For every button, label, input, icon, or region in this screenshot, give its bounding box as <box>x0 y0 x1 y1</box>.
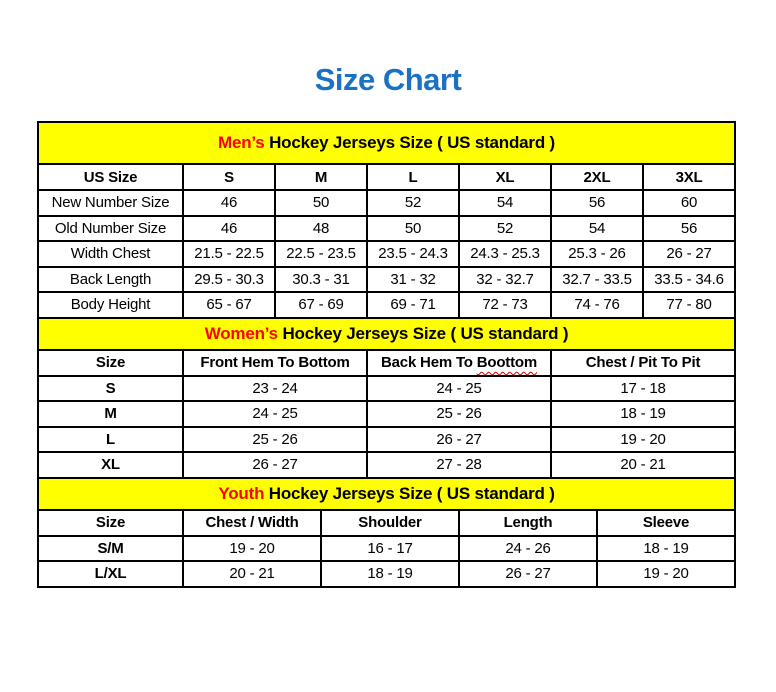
row-label: S/M <box>38 536 183 562</box>
value-cell: 56 <box>643 216 735 242</box>
value-cell: 20 - 21 <box>551 452 735 478</box>
value-cell: 20 - 21 <box>183 561 321 587</box>
misspelled-word: Boottom <box>476 354 537 371</box>
youth-size-table <box>37 477 736 588</box>
value-cell: 33.5 - 34.6 <box>643 267 735 293</box>
row-label: Width Chest <box>38 241 183 267</box>
table-row <box>38 267 735 293</box>
column-header: XL <box>459 164 551 190</box>
value-cell: 26 - 27 <box>643 241 735 267</box>
womens-section-heading <box>38 318 735 350</box>
value-cell: 31 - 32 <box>367 267 459 293</box>
value-cell: 24 - 25 <box>183 401 367 427</box>
value-cell: 22.5 - 23.5 <box>275 241 367 267</box>
youth-header-row <box>38 510 735 536</box>
column-header-text: Back Hem To <box>381 354 477 371</box>
value-cell: 30.3 - 31 <box>275 267 367 293</box>
womens-size-table <box>37 317 736 479</box>
value-cell: 26 - 27 <box>183 452 367 478</box>
row-label: M <box>38 401 183 427</box>
table-row <box>38 241 735 267</box>
womens-header-row <box>38 350 735 376</box>
value-cell: 52 <box>459 216 551 242</box>
column-header: Size <box>38 510 183 536</box>
womens-heading-rest: Hockey Jerseys Size ( US standard ) <box>277 323 569 343</box>
row-label: XL <box>38 452 183 478</box>
row-label: L <box>38 427 183 453</box>
table-row <box>38 292 735 318</box>
column-header: Length <box>459 510 597 536</box>
value-cell: 32 - 32.7 <box>459 267 551 293</box>
value-cell: 16 - 17 <box>321 536 459 562</box>
row-label: Old Number Size <box>38 216 183 242</box>
column-header: US Size <box>38 164 183 190</box>
page-title: Size Chart <box>314 62 462 97</box>
value-cell: 19 - 20 <box>183 536 321 562</box>
value-cell: 56 <box>551 190 643 216</box>
column-header <box>367 350 551 376</box>
column-header: Shoulder <box>321 510 459 536</box>
value-cell: 72 - 73 <box>459 292 551 318</box>
value-cell: 74 - 76 <box>551 292 643 318</box>
value-cell: 46 <box>183 216 275 242</box>
value-cell: 25.3 - 26 <box>551 241 643 267</box>
value-cell: 25 - 26 <box>183 427 367 453</box>
value-cell: 67 - 69 <box>275 292 367 318</box>
value-cell: 77 - 80 <box>643 292 735 318</box>
value-cell: 23 - 24 <box>183 376 367 402</box>
value-cell: 27 - 28 <box>367 452 551 478</box>
column-header: L <box>367 164 459 190</box>
table-row <box>38 452 735 478</box>
row-label: Body Height <box>38 292 183 318</box>
column-header: Chest / Pit To Pit <box>551 350 735 376</box>
value-cell: 26 - 27 <box>459 561 597 587</box>
row-label: New Number Size <box>38 190 183 216</box>
column-header: Front Hem To Bottom <box>183 350 367 376</box>
value-cell: 50 <box>275 190 367 216</box>
value-cell: 24 - 26 <box>459 536 597 562</box>
youth-section-header <box>38 478 735 510</box>
row-label: Back Length <box>38 267 183 293</box>
column-header: Chest / Width <box>183 510 321 536</box>
value-cell: 29.5 - 30.3 <box>183 267 275 293</box>
value-cell: 24.3 - 25.3 <box>459 241 551 267</box>
table-row <box>38 376 735 402</box>
value-cell: 65 - 67 <box>183 292 275 318</box>
row-label: L/XL <box>38 561 183 587</box>
column-header: 2XL <box>551 164 643 190</box>
table-row <box>38 536 735 562</box>
value-cell: 17 - 18 <box>551 376 735 402</box>
value-cell: 48 <box>275 216 367 242</box>
table-row <box>38 401 735 427</box>
value-cell: 54 <box>459 190 551 216</box>
value-cell: 23.5 - 24.3 <box>367 241 459 267</box>
youth-heading-highlight: Youth <box>218 483 265 503</box>
value-cell: 54 <box>551 216 643 242</box>
youth-section-heading <box>38 478 735 510</box>
table-row <box>38 561 735 587</box>
value-cell: 25 - 26 <box>367 401 551 427</box>
value-cell: 21.5 - 22.5 <box>183 241 275 267</box>
youth-heading-rest: Hockey Jerseys Size ( US standard ) <box>264 483 555 503</box>
womens-section-header <box>38 318 735 350</box>
table-row <box>38 427 735 453</box>
value-cell: 19 - 20 <box>551 427 735 453</box>
value-cell: 19 - 20 <box>597 561 735 587</box>
mens-section-header <box>38 122 735 164</box>
value-cell: 50 <box>367 216 459 242</box>
value-cell: 18 - 19 <box>551 401 735 427</box>
table-row <box>38 216 735 242</box>
column-header: Sleeve <box>597 510 735 536</box>
mens-header-row <box>38 164 735 190</box>
womens-heading-highlight: Women’s <box>204 323 278 343</box>
value-cell: 26 - 27 <box>367 427 551 453</box>
mens-size-table <box>37 121 736 319</box>
column-header: 3XL <box>643 164 735 190</box>
value-cell: 60 <box>643 190 735 216</box>
mens-heading-rest: Hockey Jerseys Size ( US standard ) <box>264 133 556 152</box>
mens-heading-highlight: Men’s <box>218 133 265 152</box>
column-header: M <box>275 164 367 190</box>
value-cell: 69 - 71 <box>367 292 459 318</box>
table-row <box>38 190 735 216</box>
value-cell: 18 - 19 <box>321 561 459 587</box>
column-header: Size <box>38 350 183 376</box>
mens-section-heading <box>38 122 735 164</box>
value-cell: 18 - 19 <box>597 536 735 562</box>
value-cell: 24 - 25 <box>367 376 551 402</box>
value-cell: 52 <box>367 190 459 216</box>
value-cell: 46 <box>183 190 275 216</box>
column-header: S <box>183 164 275 190</box>
value-cell: 32.7 - 33.5 <box>551 267 643 293</box>
row-label: S <box>38 376 183 402</box>
size-chart <box>37 121 735 588</box>
